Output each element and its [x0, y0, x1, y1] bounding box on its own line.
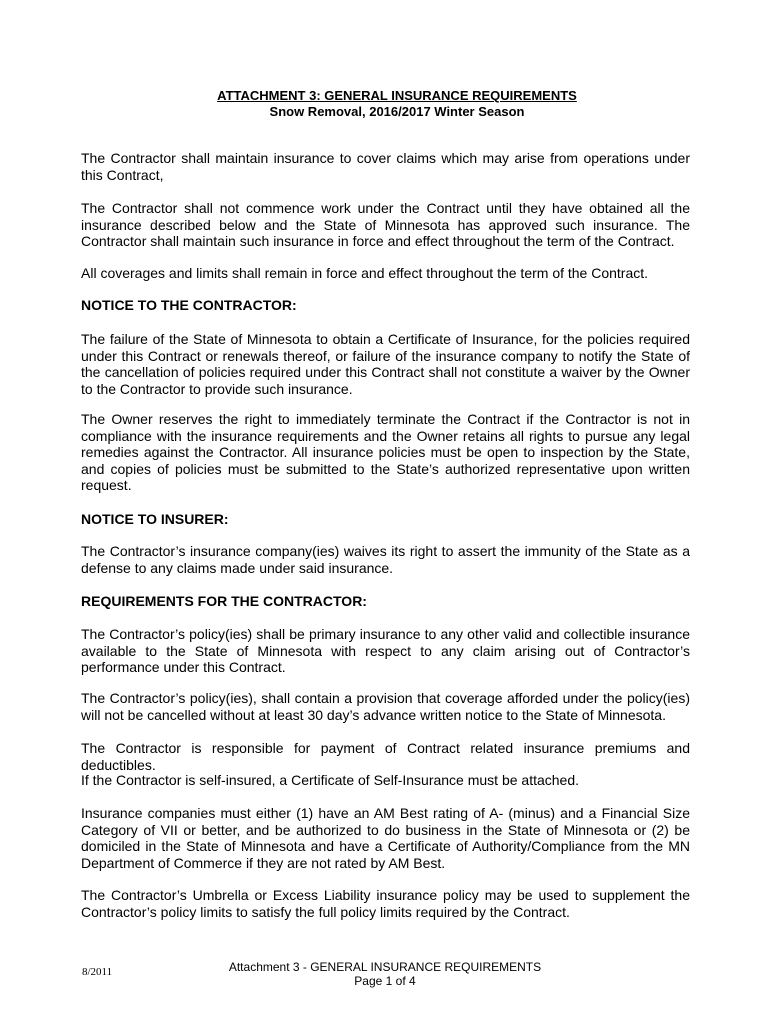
paragraph-primary-insurance: The Contractor’s policy(ies) shall be primary insurance to any other valid and collectible insurance available to the State of Minnesota with respect to any claim arising out of Contractor’s performance under this Contract. [81, 626, 690, 675]
paragraph-immunity-waiver: The Contractor’s insurance company(ies) waives its right to assert the immunity of the State as a defense to any claims made under said insurance. [81, 543, 690, 576]
paragraph-owner-reserves: The Owner reserves the right to immediately terminate the Contract if the Contractor is not in compliance with the insurance requirements and the Owner retains all rights to pursue any legal remedies against the Contractor. All insurance policies must be open to inspection by the State, and copies of policies must be submitted to the State’s authorized representative upon written request. [81, 411, 690, 493]
document-title: ATTACHMENT 3: GENERAL INSURANCE REQUIREMENTS [217, 88, 577, 103]
paragraph-commence-work: The Contractor shall not commence work under the Contract until they have obtained all the insurance described below and the State of Minnesota has approved such insurance. The Contractor shall maintain such insurance in force and effect throughout the term of the Contract. [81, 200, 690, 249]
paragraph-cancellation-notice: The Contractor’s policy(ies), shall contain a provision that coverage afforded under the policy(ies) will not be cancelled without at least 30 day’s advance written notice to the State of Minnesota. [81, 690, 690, 723]
footer-date: 8/2011 [82, 966, 113, 978]
paragraph-maintain-insurance: The Contractor shall maintain insurance to cover claims which may arise from operations under this Contract, [81, 150, 690, 183]
footer-title: Attachment 3 - GENERAL INSURANCE REQUIREMENTS [228, 960, 542, 974]
heading-notice-to-insurer: NOTICE TO INSURER: [81, 511, 229, 527]
paragraph-self-insured: If the Contractor is self-insured, a Certificate of Self-Insurance must be attached. [81, 772, 580, 788]
paragraph-coverages-limits: All coverages and limits shall remain in force and effect throughout the term of the Contract. [81, 265, 649, 281]
heading-requirements-for-contractor: REQUIREMENTS FOR THE CONTRACTOR: [81, 593, 367, 609]
heading-notice-to-contractor: NOTICE TO THE CONTRACTOR: [81, 297, 297, 313]
paragraph-certificate-failure: The failure of the State of Minnesota to obtain a Certificate of Insurance, for the policies required under this Contract or renewals thereof, or failure of the insurance company to notify the State of the cancellation of policies required under this Contract shall not constitute a waiver by the Owner to the Contractor to provide such insurance. [81, 331, 690, 397]
document-subtitle: Snow Removal, 2016/2017 Winter Season [269, 104, 525, 119]
paragraph-umbrella-liability: The Contractor’s Umbrella or Excess Liability insurance policy may be used to supplement the Contractor’s policy limits to satisfy the full policy limits required by the Contract. [81, 887, 690, 920]
paragraph-premiums-deductibles: The Contractor is responsible for payment of Contract related insurance premiums and deductibles. [81, 740, 690, 773]
footer-page-number: Page 1 of 4 [354, 974, 416, 988]
paragraph-am-best-rating: Insurance companies must either (1) have an AM Best rating of A- (minus) and a Financial Size Category of VII or better, and be authorized to do business in the State of Minnesota or (2) be domiciled in the State of Minnesota and have a Certificate of Authority/Compliance from the MN Department of Commerce if they are not rated by AM Best. [81, 805, 690, 871]
